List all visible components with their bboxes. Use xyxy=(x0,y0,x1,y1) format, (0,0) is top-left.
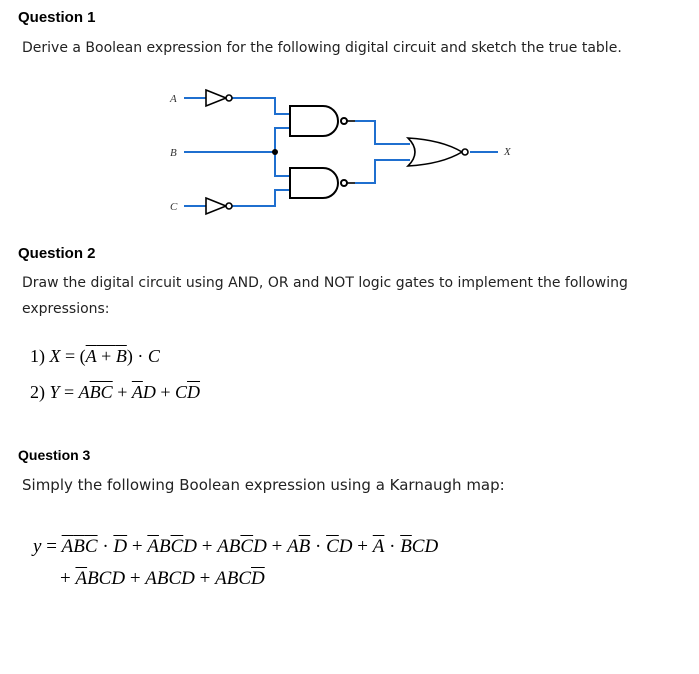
and-gate-1-bubble xyxy=(341,118,347,124)
not-gate-a xyxy=(206,90,226,106)
wire-and2-to-or xyxy=(355,160,410,183)
expression-1-number: 1) xyxy=(30,346,50,366)
question1-text: Derive a Boolean expression for the following digital circuit and sketch the true table. xyxy=(22,40,622,56)
expression-2-output: Y xyxy=(49,382,60,402)
karnaugh-expression-line2: + $\overline{A}BCD$ + ABCD + $ABC\overline{D}$ xyxy=(60,568,265,589)
input-a-label: A xyxy=(170,93,177,105)
expression-2: 2) $Y = A\overline{BC} + \overline{A}D + C\overline{D}$ xyxy=(30,382,201,402)
expression-2-number: 2) xyxy=(30,382,50,402)
question2-text-line2: expressions: xyxy=(22,301,110,317)
input-b-label: B xyxy=(170,147,177,159)
not-gate-a-bubble xyxy=(226,95,232,101)
expression-1-output: X xyxy=(49,346,61,366)
or-gate xyxy=(408,138,462,166)
wire-a-not-to-and1 xyxy=(232,98,290,114)
question1-heading: Question 1 xyxy=(18,9,96,26)
wire-and1-to-or xyxy=(355,121,410,144)
not-gate-c-bubble xyxy=(226,203,232,209)
and-gate-2 xyxy=(290,168,338,198)
expression-1: 1) X = (A + B) · C xyxy=(30,346,160,366)
and-gate-2-bubble xyxy=(341,180,347,186)
output-x-label: X xyxy=(504,146,511,158)
question2-text-line1: Draw the digital circuit using AND, OR and NOT logic gates to implement the following xyxy=(22,275,628,291)
wire-c-not-to-and2 xyxy=(232,190,290,206)
input-c-label: C xyxy=(170,201,178,213)
wire-b-to-and2 xyxy=(275,152,290,176)
question3-text: Simply the following Boolean expression using a Karnaugh map: xyxy=(22,476,505,494)
not-gate-c xyxy=(206,198,226,214)
logic-circuit-diagram xyxy=(160,82,530,222)
question2-heading: Question 2 xyxy=(18,245,96,262)
or-gate-bubble xyxy=(462,149,468,155)
question3-heading: Question 3 xyxy=(18,447,91,463)
wire-b-to-and1 xyxy=(184,128,290,152)
junction-dot xyxy=(272,149,278,155)
and-gate-1 xyxy=(290,106,338,136)
karnaugh-expression-line1: $y = \overline{A}\overline{B}\overline{C} \cdot \overline{D} + \overline{A}B\overline{C}D + AB\overline{C}D + A\overline{B} \cdot \overline{C}D + \overline{A} \cdot \overline{B}CD$ xyxy=(33,536,439,557)
